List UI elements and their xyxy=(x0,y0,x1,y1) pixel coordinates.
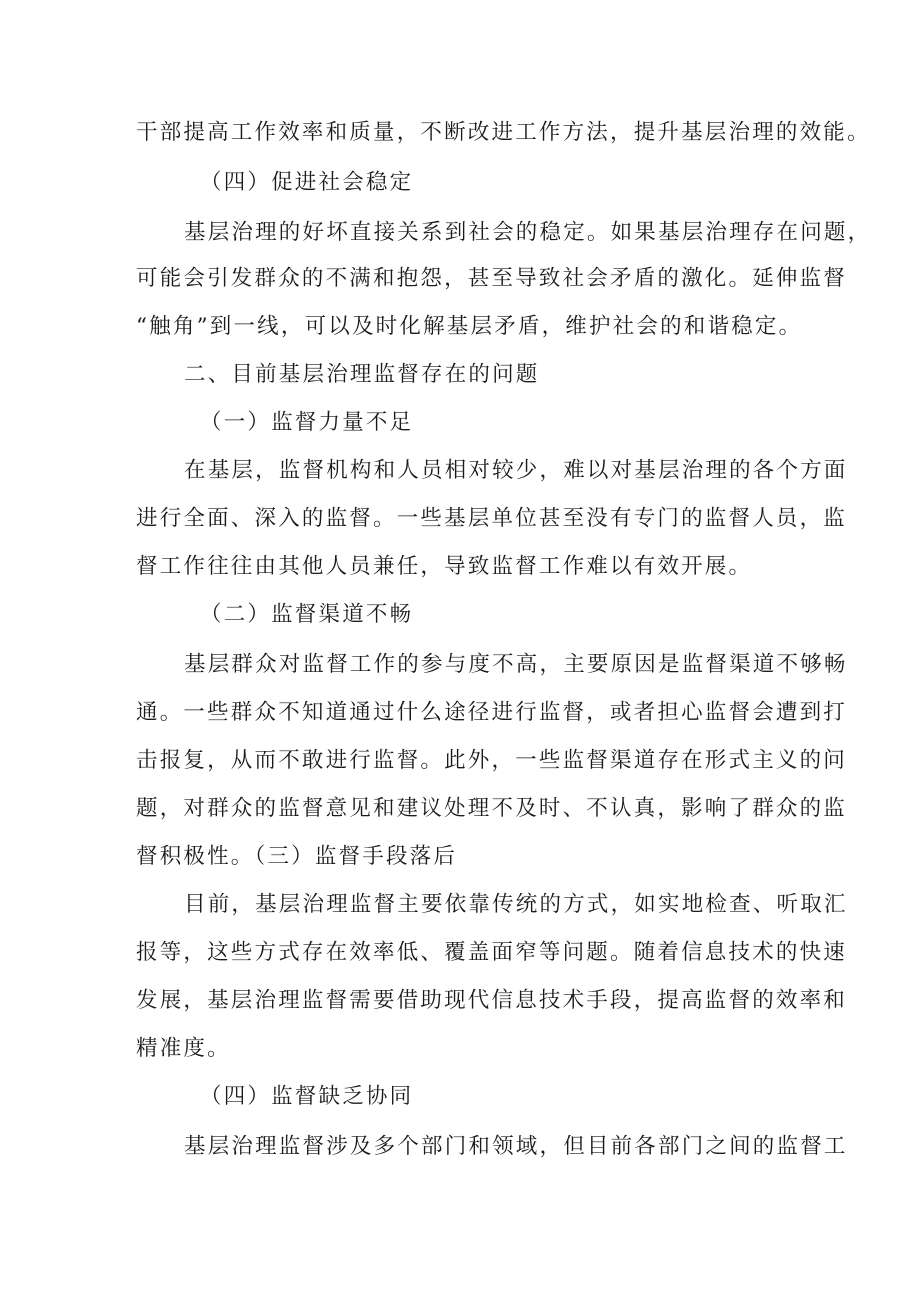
text-line: 发展，基层治理监督需要借助现代信息技术手段，提高监督的效率和 xyxy=(136,988,848,1013)
text-line: 题，对群众的监督意见和建议处理不及时、不认真，影响了群众的监 xyxy=(136,796,848,821)
text-line: 进行全面、深入的监督。一些基层单位甚至没有专门的监督人员，监 xyxy=(136,506,848,531)
text-line: 基层群众对监督工作的参与度不高，主要原因是监督渠道不够畅 xyxy=(184,652,848,677)
text-line: 基层治理监督涉及多个部门和领域，但目前各部门之间的监督工 xyxy=(184,1134,848,1159)
section-heading: （四）促进社会稳定 xyxy=(200,170,414,195)
text-line: 督积极性。（三）监督手段落后 xyxy=(136,844,458,869)
text-line: 干部提高工作效率和质量，不断改进工作方法，提升基层治理的效能。 xyxy=(136,120,871,145)
text-line: 可能会引发群众的不满和抱怨，甚至导致社会矛盾的激化。延伸监督 xyxy=(136,266,848,291)
text-line: 目前，基层治理监督主要依靠传统的方式，如实地检查、听取汇 xyxy=(184,892,848,917)
section-heading: （二）监督渠道不畅 xyxy=(200,602,414,627)
chapter-heading: 二、目前基层治理监督存在的问题 xyxy=(184,362,540,387)
text-line: 击报复，从而不敢进行监督。此外，一些监督渠道存在形式主义的问 xyxy=(136,748,848,773)
section-heading: （一）监督力量不足 xyxy=(200,410,414,435)
text-line: “触角”到一线，可以及时化解基层矛盾，维护社会的和谐稳定。 xyxy=(136,314,803,339)
section-heading: （四）监督缺乏协同 xyxy=(200,1084,414,1109)
text-line: 在基层，监督机构和人员相对较少，难以对基层治理的各个方面 xyxy=(184,458,848,483)
text-line: 督工作往往由其他人员兼任，导致监督工作难以有效开展。 xyxy=(136,554,753,579)
text-line: 精准度。 xyxy=(136,1036,231,1061)
text-line: 报等，这些方式存在效率低、覆盖面窄等问题。随着信息技术的快速 xyxy=(136,940,848,965)
text-line: 基层治理的好坏直接关系到社会的稳定。如果基层治理存在问题， xyxy=(184,220,872,245)
text-line: 通。一些群众不知道通过什么途径进行监督，或者担心监督会遭到打 xyxy=(136,700,848,725)
